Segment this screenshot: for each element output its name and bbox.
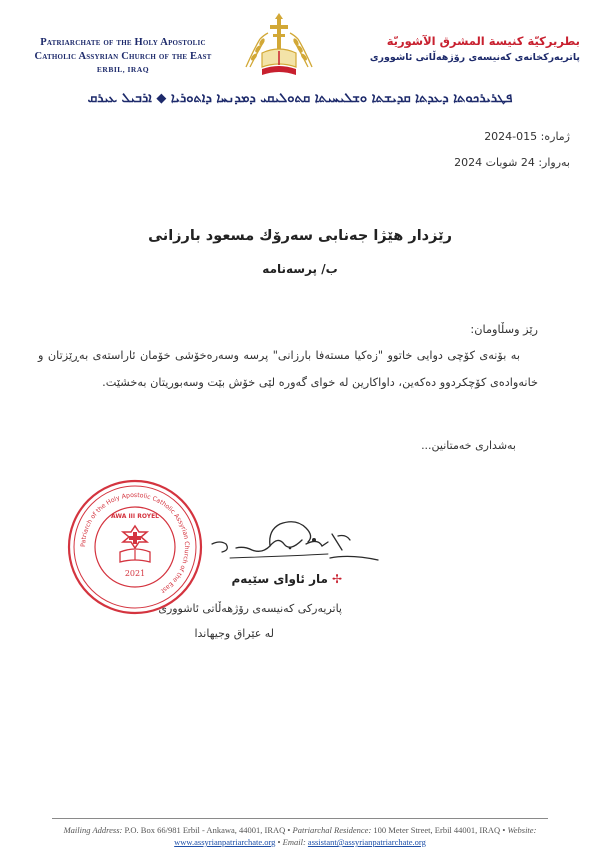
- letter-date-label: بەروار:: [538, 156, 570, 169]
- header-english: [18, 36, 228, 76]
- stamp-center-name: AWA III ROYEL: [110, 513, 160, 520]
- official-seal-stamp: [66, 478, 204, 616]
- patriarchate-emblem-icon: [240, 9, 318, 81]
- footer-mail-label: Mailing Address:: [63, 825, 123, 835]
- letter-date-value: 24 شوبات 2024: [454, 156, 535, 169]
- footer-divider: [52, 818, 548, 819]
- email-link[interactable]: assistant@assyrianpatriarchate.org: [307, 837, 426, 847]
- header-arabic: [360, 32, 580, 66]
- footer-residence-value: 100 Meter Street, Erbil 44001, IRAQ: [373, 825, 501, 835]
- stamp-year: 2021: [124, 569, 146, 578]
- subject-title: ب/ پرسەنامە: [262, 262, 338, 276]
- signatory-title-line1: پاتریەركی كەنیسەی رۆژهەڵاتی ئاشووری: [158, 602, 342, 615]
- handwritten-signature: [210, 510, 380, 568]
- footer-line1: Mailing Address: P.O. Box 66/981 Erbil - Ankawa, 44001, IRAQ • Patriarchal Residence: 100 Meter Street, Erbil 44001, IRAQ • Website:: [63, 825, 537, 835]
- footer-email-label: Email:: [282, 837, 306, 847]
- letter-number: [484, 130, 570, 143]
- footer: [0, 824, 600, 848]
- letter-date: [454, 156, 570, 169]
- footer-line2: www.assyrianpatriarchate.org • Email: assistant@assyrianpatriarchate.org: [174, 837, 426, 847]
- header-ar-line1: بطريركيّة كنيسة المشرق الآشوريّة: [386, 34, 580, 48]
- header-en-line2: Catholic Assyrian Church of the East: [34, 51, 212, 62]
- letter-number-value: 2024-015: [484, 130, 538, 143]
- footer-residence-label: Patriarchal Residence:: [292, 825, 372, 835]
- body-paragraph: به بۆنەی كۆچی دوایی خاتوو "زەكیا مستەفا بارزانی" پرسە وسەرەخۆشی خۆمان ئاراستەی بەڕێزتان و خانەوادەی كۆچكردوو دەكەین، داواكارین لە خوای گەورە لێی خۆش بێت وسەبوریتان بەخشێت.: [38, 349, 538, 389]
- stamp-ring-text: Patriarch of the Holy Apostolic Catholic Assyrian Church of the East: [79, 491, 191, 595]
- website-link[interactable]: www.assyrianpatriarchate.org: [174, 837, 276, 847]
- signatory-name: [231, 572, 342, 586]
- header-syriac-line: ܦܛܪܝܪܟܘܬܐ ܕܥܕܬܐ ܩܕܝܫܬܐ ܘܫܠܝܚܝܬܐ ܩܬܘܠܝܩܝ ܕܡܕܢܚܐ ܕܐܬܘܪܝܐ ◆ ܐܪܒܝܠ ܥܝܪܩ: [87, 91, 513, 106]
- closing-line: بەشداری خەمتانین...: [421, 439, 516, 452]
- footer-website-label: Website:: [507, 825, 537, 835]
- cross-icon: ✢: [331, 572, 342, 586]
- header-en-line1: Patriarchate of the Holy Apostolic: [40, 37, 206, 48]
- letter-number-label: ژمارە:: [540, 130, 570, 143]
- recipient-title: رێزدار هێژا جەنابی سەرۆك مسعود بارزانی: [148, 228, 452, 244]
- greeting: رێز وسڵاومان:: [470, 323, 538, 336]
- footer-mail-value: P.O. Box 66/981 Erbil - Ankawa, 44001, IRAQ: [124, 825, 286, 835]
- header-en-line3: ERBIL, IRAQ: [96, 65, 150, 74]
- header-ar-line2: پاتریەرکخانەی کەنیسەی رۆژهەڵاتی ئاشووری: [369, 52, 580, 63]
- signatory-name-text: مار ئاوای سێیەم: [231, 572, 328, 586]
- signatory-title-line2: لە عێراق وجیهاندا: [194, 627, 274, 640]
